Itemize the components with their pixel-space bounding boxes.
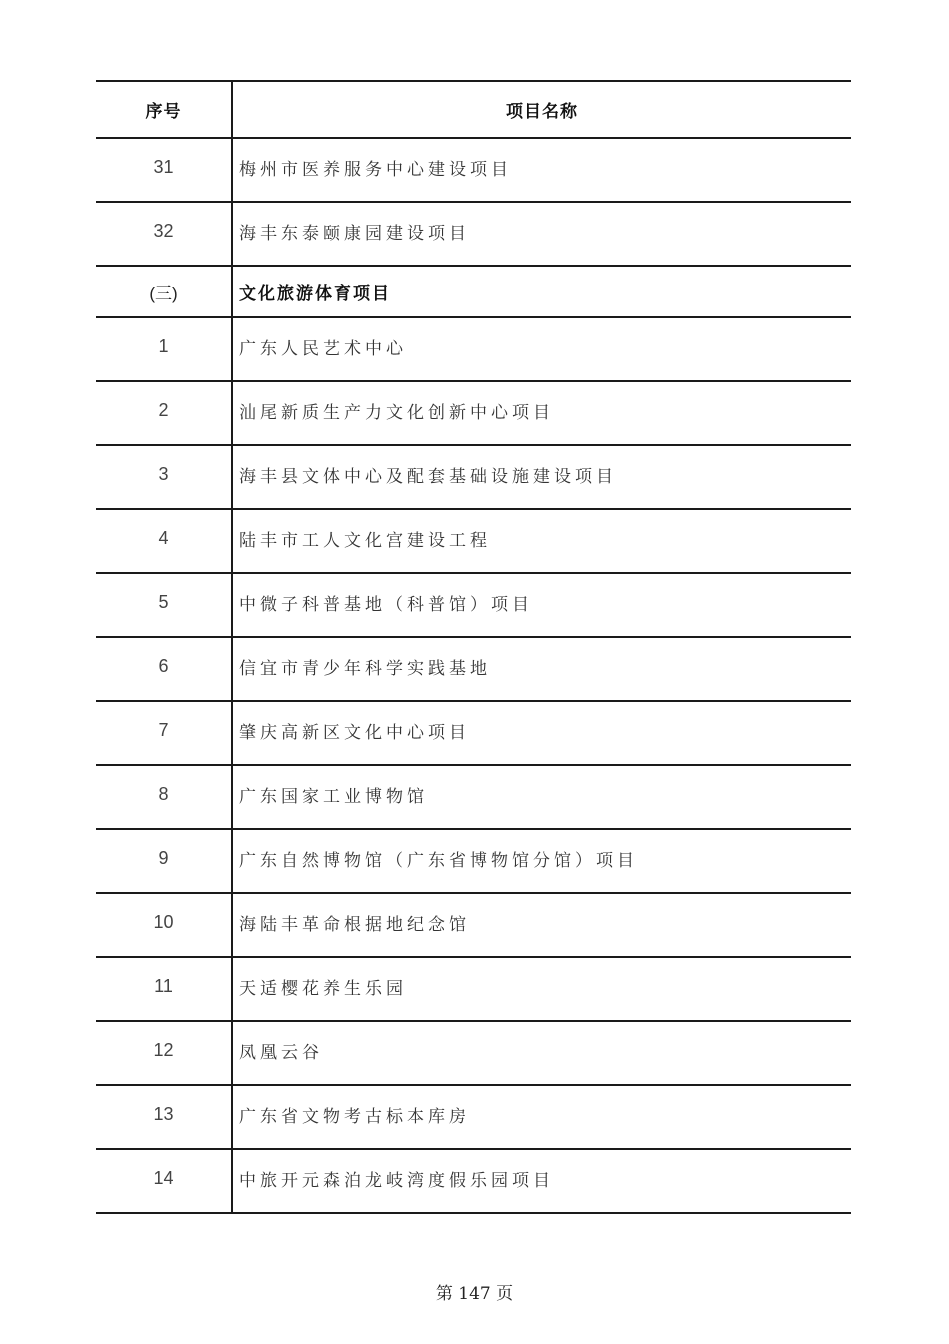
row-project-name: 肇庆高新区文化中心项目 xyxy=(239,722,470,743)
row-number: 8 xyxy=(96,766,233,828)
table-row xyxy=(96,510,851,574)
table-row xyxy=(96,1022,851,1086)
row-number: 9 xyxy=(96,830,233,892)
table-row xyxy=(96,446,851,510)
row-project-name: 中旅开元森泊龙岐湾度假乐园项目 xyxy=(239,1170,554,1191)
row-number: 1 xyxy=(96,318,233,380)
row-project-name: 梅州市医养服务中心建设项目 xyxy=(239,159,512,180)
row-number: 3 xyxy=(96,446,233,508)
row-project-name: 凤凰云谷 xyxy=(239,1042,323,1063)
table-row xyxy=(96,318,851,382)
table-header-row xyxy=(96,82,851,139)
row-number: 13 xyxy=(96,1086,233,1148)
table-row xyxy=(96,1150,851,1214)
section-row xyxy=(96,267,851,318)
row-number: 14 xyxy=(96,1150,233,1212)
section-title: 文化旅游体育项目 xyxy=(239,284,391,304)
row-number: 6 xyxy=(96,638,233,700)
row-number: 10 xyxy=(96,894,233,956)
row-number: 7 xyxy=(96,702,233,764)
row-project-name: 海陆丰革命根据地纪念馆 xyxy=(239,914,470,935)
row-project-name: 广东国家工业博物馆 xyxy=(239,786,428,807)
row-project-name: 海丰县文体中心及配套基础设施建设项目 xyxy=(239,466,617,487)
table-row xyxy=(96,1086,851,1150)
row-project-name: 信宜市青少年科学实践基地 xyxy=(239,658,491,679)
row-project-name: 海丰东泰颐康园建设项目 xyxy=(239,223,470,244)
header-project-name: 项目名称 xyxy=(506,102,578,122)
project-table xyxy=(96,80,851,1214)
row-project-name: 广东自然博物馆（广东省博物馆分馆）项目 xyxy=(239,850,638,871)
table-row xyxy=(96,894,851,958)
row-project-name: 陆丰市工人文化宫建设工程 xyxy=(239,530,491,551)
row-project-name: 天适樱花养生乐园 xyxy=(239,978,407,999)
row-project-name: 广东人民艺术中心 xyxy=(239,338,407,359)
row-number: 2 xyxy=(96,382,233,444)
row-project-name: 汕尾新质生产力文化创新中心项目 xyxy=(239,402,554,423)
row-project-name: 广东省文物考古标本库房 xyxy=(239,1106,470,1127)
header-serial-number: 序号 xyxy=(96,82,233,137)
table-row xyxy=(96,958,851,1022)
row-number: 4 xyxy=(96,510,233,572)
table-row xyxy=(96,830,851,894)
row-number: 32 xyxy=(96,203,233,265)
table-row xyxy=(96,638,851,702)
table-row xyxy=(96,382,851,446)
row-number: 31 xyxy=(96,139,233,201)
table-row xyxy=(96,574,851,638)
row-number: 12 xyxy=(96,1022,233,1084)
page-number: 第 147 页 xyxy=(435,1284,514,1304)
table-row xyxy=(96,139,851,203)
row-number: 11 xyxy=(96,958,233,1020)
table-row xyxy=(96,766,851,830)
row-project-name: 中微子科普基地（科普馆）项目 xyxy=(239,594,533,615)
row-number: 5 xyxy=(96,574,233,636)
table-row xyxy=(96,702,851,766)
section-number: (三) xyxy=(96,267,233,316)
table-row xyxy=(96,203,851,267)
